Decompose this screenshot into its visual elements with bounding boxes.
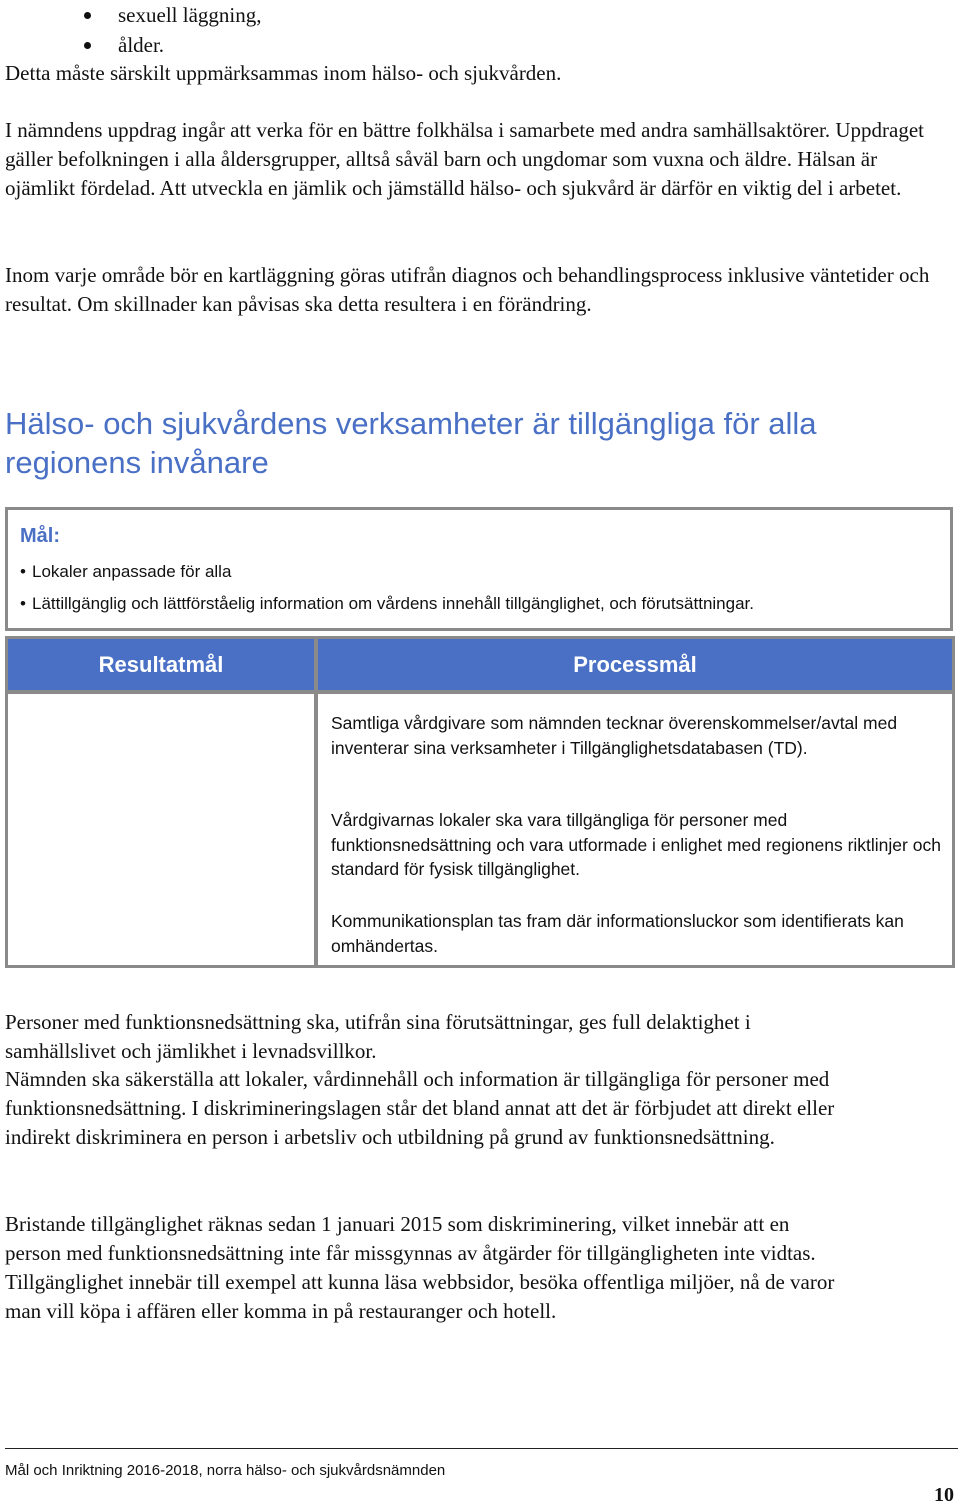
goals-table bbox=[5, 636, 955, 968]
intro-bullet-list bbox=[5, 0, 945, 60]
footer-divider bbox=[5, 1448, 958, 1449]
process-paragraph: Vårdgivarnas lokaler ska vara tillgängliga för personer med funktionsnedsättning och vara utformade i enlighet med regionens riktlinjer och standard för fysisk tillgänglighet. bbox=[331, 810, 941, 879]
bullet-text: ålder. bbox=[118, 33, 165, 57]
paragraph-delaktighet: Personer med funktionsnedsättning ska, utifrån sina förutsättningar, ges full delaktighet i samhällslivet och jämlikhet i levnadsvillkor. bbox=[5, 1010, 751, 1063]
process-paragraph: Kommunikationsplan tas fram där informationsluckor som identifierats kan omhändertas. bbox=[331, 911, 904, 956]
result-cell bbox=[5, 691, 317, 968]
line-after-bullets: Detta måste särskilt uppmärksammas inom hälso- och sjukvården. bbox=[5, 61, 562, 85]
header-processmal: Processmål bbox=[315, 636, 955, 693]
bullet-icon: • bbox=[20, 562, 26, 581]
goal-item bbox=[20, 594, 754, 614]
paragraph-folkhalsa: I nämndens uppdrag ingår att verka för en bättre folkhälsa i samarbete med andra samhällsaktörer. Uppdraget gäller befolkningen i alla åldersgrupper, alltså såväl barn och ungdomar som vuxna och äldre. Hälsan är ojämlikt fördelad. Att utveckla en jämlik och jämställd hälso- och sjukvård är därför en viktig del i arbetet. bbox=[5, 118, 924, 200]
list-item bbox=[5, 0, 945, 30]
process-cell bbox=[315, 691, 955, 968]
goal-item bbox=[20, 562, 231, 582]
header-resultatmal: Resultatmål bbox=[5, 636, 317, 693]
goal-text: Lättillgänglig och lättförståelig information om vårdens innehåll tillgänglighet, och förutsättningar. bbox=[32, 594, 754, 613]
bullet-icon bbox=[84, 42, 91, 49]
page-number: 10 bbox=[934, 1484, 954, 1506]
goal-box bbox=[5, 507, 953, 631]
section-heading: Hälso- och sjukvårdens verksamheter är tillgängliga för alla regionens invånare bbox=[5, 406, 817, 480]
goal-text: Lokaler anpassade för alla bbox=[32, 562, 232, 581]
paragraph-bristande-tillganglighet: Bristande tillgänglighet räknas sedan 1 januari 2015 som diskriminering, vilket innebär att en person med funktionsnedsättning inte får missgynnas av åtgärder för tillgängligheten inte vidtas. Tillgänglighet innebär till exempel att kunna läsa webbsidor, besöka offentliga miljöer, nå de varor man vill köpa i affären eller komma in på restauranger och hotell. bbox=[5, 1212, 835, 1323]
list-item bbox=[5, 30, 945, 60]
bullet-icon bbox=[84, 12, 91, 19]
bullet-text: sexuell läggning, bbox=[118, 3, 262, 27]
paragraph-diskrimineringslagen: Nämnden ska säkerställa att lokaler, vårdinnehåll och information är tillgängliga för personer med funktionsnedsättning. I diskrimineringslagen står det bland annat att det är förbjudet att direkt eller indirekt diskriminera en person i arbetsliv och utbildning på grund av funktionsnedsättning. bbox=[5, 1067, 835, 1149]
process-paragraph: Samtliga vårdgivare som nämnden tecknar överenskommelser/avtal med inventerar sina verksamheter i Tillgänglighetsdatabasen (TD). bbox=[331, 713, 898, 758]
goal-title: Mål: bbox=[20, 525, 60, 547]
bullet-icon: • bbox=[20, 594, 26, 613]
paragraph-kartlaggning: Inom varje område bör en kartläggning göras utifrån diagnos och behandlingsprocess inklusive väntetider och resultat. Om skillnader kan påvisas ska detta resultera i en förändring. bbox=[5, 263, 930, 316]
footer-text: Mål och Inriktning 2016-2018, norra hälso- och sjukvårdsnämnden bbox=[5, 1462, 446, 1479]
